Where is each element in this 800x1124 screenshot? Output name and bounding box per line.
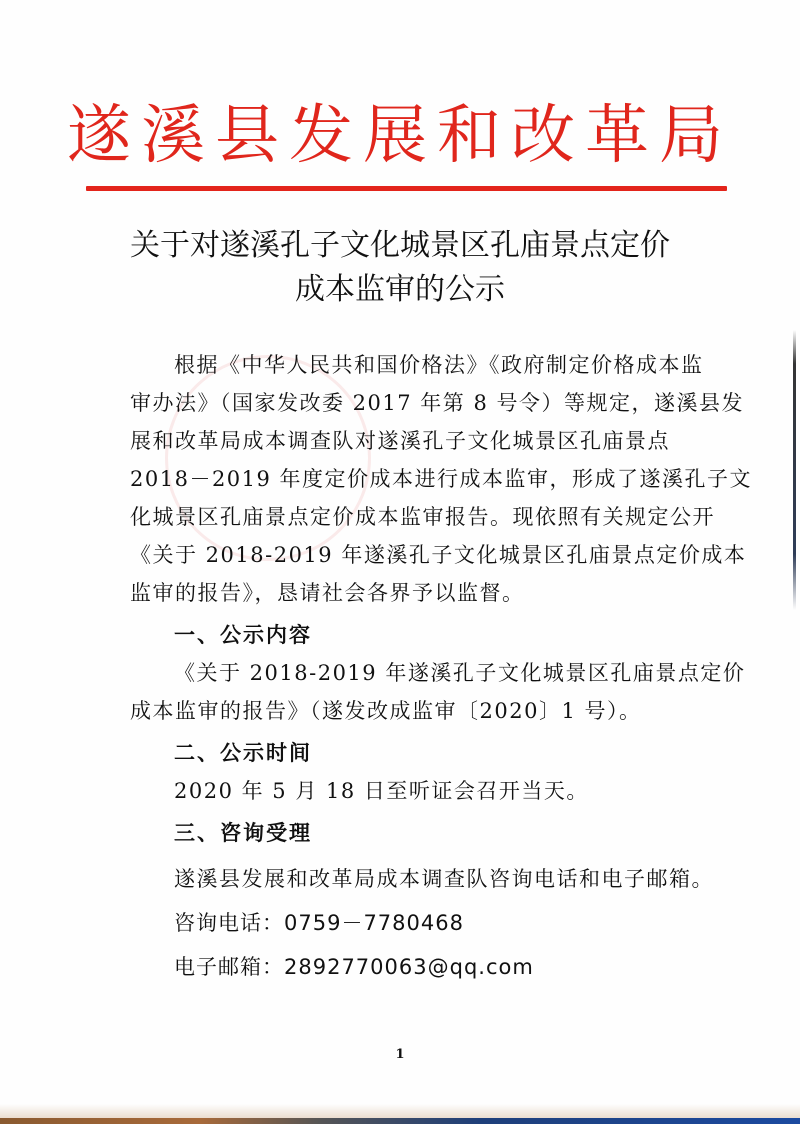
intro-line: 《关于 2018-2019 年遂溪孔子文化城景区孔庙景点定价成本	[130, 543, 747, 567]
contact-email-row	[130, 948, 690, 986]
section-consultation	[130, 814, 714, 898]
scan-bottom-fade	[0, 1104, 800, 1118]
intro-line: 审办法》（国家发改委 2017 年第 8 号令）等规定，遂溪县发	[130, 391, 745, 415]
email-address: 2892770063@qq.com	[284, 955, 534, 979]
title-line-1: 关于对遂溪孔子文化城景区孔庙景点定价	[130, 228, 670, 263]
contact-phone-row	[130, 904, 690, 942]
document-body	[130, 346, 753, 986]
section-publicity-content	[130, 616, 746, 730]
document-title	[0, 224, 800, 312]
intro-paragraph	[130, 346, 753, 612]
section-heading: 三、咨询受理	[174, 821, 312, 845]
intro-line: 2018－2019 年度定价成本进行成本监审，形成了遂溪孔子文	[130, 467, 753, 491]
intro-line: 根据《中华人民共和国价格法》《政府制定价格成本监	[174, 353, 704, 377]
section-line: 《关于 2018-2019 年遂溪孔子文化城景区孔庙景点定价	[174, 661, 746, 685]
section-line: 遂溪县发展和改革局成本调查队咨询电话和电子邮箱。	[174, 867, 714, 891]
scan-bottom-background	[0, 1118, 800, 1124]
section-heading: 一、公示内容	[174, 623, 312, 647]
email-label: 电子邮箱：	[174, 955, 284, 979]
scan-edge-shadow	[793, 330, 796, 610]
intro-line: 展和改革局成本调查队对遂溪孔子文化城景区孔庙景点	[130, 429, 670, 453]
intro-line: 化城景区孔庙景点定价成本监审报告。现依照有关规定公开	[130, 505, 715, 529]
section-publicity-time	[130, 734, 690, 810]
title-line-2: 成本监审的公示	[295, 272, 505, 307]
contact-info	[130, 904, 690, 986]
phone-number: 0759－7780468	[284, 911, 464, 935]
page-number: 1	[395, 1047, 405, 1062]
section-line: 2020 年 5 月 18 日至听证会召开当天。	[174, 779, 589, 803]
letterhead-org-name: 遂溪县发展和改革局	[67, 99, 733, 173]
section-heading: 二、公示时间	[174, 741, 312, 765]
phone-label: 咨询电话：	[174, 911, 284, 935]
letterhead-red-rule	[86, 186, 727, 191]
section-line: 成本监审的报告》（遂发改成监审〔2020〕1 号）。	[130, 699, 642, 723]
intro-line: 监审的报告》，恳请社会各界予以监督。	[130, 581, 525, 605]
